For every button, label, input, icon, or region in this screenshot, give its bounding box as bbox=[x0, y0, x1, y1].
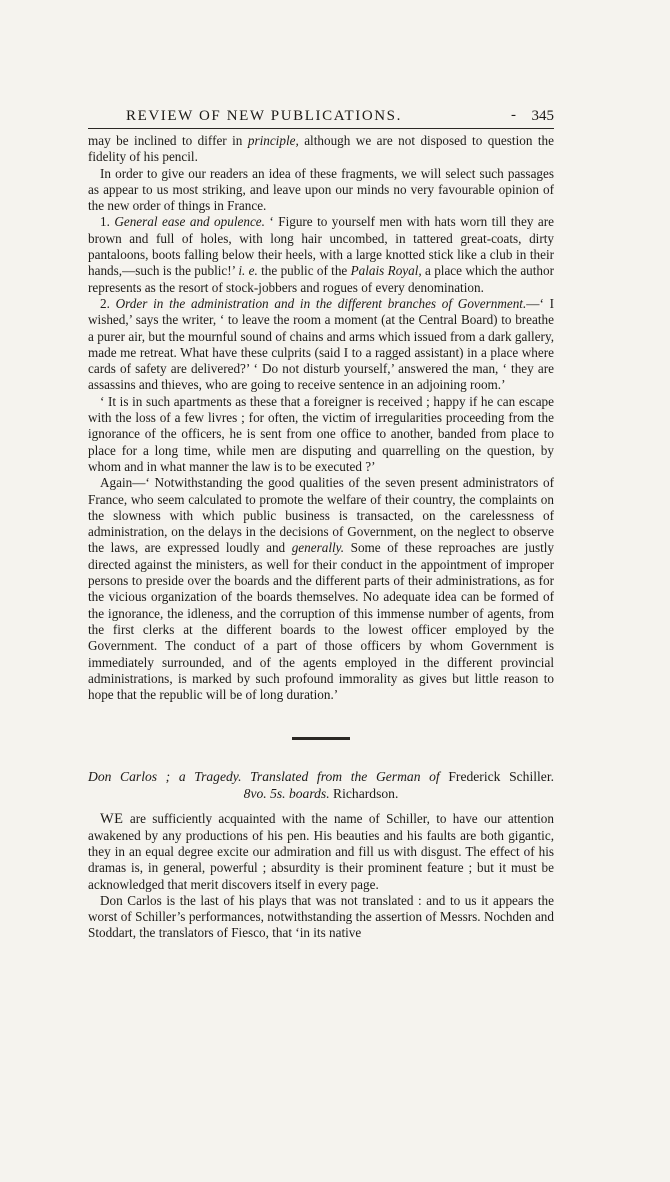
paragraph: ‘ It is in such apartments as these that a foreigner is received ; happy if he can escape with the loss of a few livres ; for often, the victim of irregularities proceeding from the ignorance of the officers, he is sent from one office to another, banded from place to place for a long time, while men are disputing and quarrelling on the question, by whom and in what manner the law is to be executed ?’ bbox=[88, 393, 554, 474]
page-header bbox=[88, 106, 554, 129]
page-number: 345 bbox=[531, 108, 554, 124]
paragraph: WE are sufficiently acquainted with the name of Schiller, to have our attention awakened by any productions of his pen. His beauties and his faults are both gigantic, they in an equal degree excite our admiration and fill us with disgust. The effect of his dramas is, in general, powerful ; absurdity is their prominent feature ; but it must be acknowledged that merit discovers itself in every page. bbox=[88, 811, 554, 892]
review-imprint-line bbox=[88, 785, 554, 802]
translation-note: Translated from the German of bbox=[250, 769, 440, 785]
paragraph: Don Carlos is the last of his plays that was not translated : and to us it appears the worst of Schiller’s performances, notwithstanding the assertion of Messrs. Nochden and Stoddart, the translators of Fiesco, that ‘in its native bbox=[88, 892, 554, 941]
paragraph: Again—‘ Notwithstanding the good qualities of the seven present administrators of France, who seem calculated to promote the welfare of their country, the complaints on the slowness with which public business is transacted, on the carelessness of administration, on the delays in the decisions of Government, on the neglect to observe the laws, are expressed loudly and generally. Some of these reproaches are justly directed against the ministers, as well for their conduct in the appointment of improper persons to preside over the boards and the different parts of their administrations, as for the vicious organization of the boards themselves. No adequate idea can be formed of the ignorance, the idleness, and the corruption of this immense number of agents, from the first clerks at the different boards to the lowest officer employed by the Government. The conduct of a part of those officers by whom Government is immediately surrounded, and of the agents employed in the different provincial administrations, is marked by such profound immorality as gives but little reason to hope that the republic will be of long duration.’ bbox=[88, 475, 554, 703]
review-title: Don Carlos ; a Tragedy. bbox=[88, 769, 242, 785]
review-title-line bbox=[88, 768, 554, 785]
review-body bbox=[88, 811, 554, 941]
header-dash: - bbox=[511, 107, 516, 123]
paragraph: may be inclined to differ in principle, although we are not disposed to question the fidelity of his pencil. bbox=[88, 133, 554, 165]
review-format: 8vo. 5s. boards. bbox=[243, 786, 330, 802]
article-continuation bbox=[88, 133, 554, 703]
review-publisher: Richardson. bbox=[333, 786, 399, 802]
review-author: Frederick Schiller. bbox=[448, 769, 555, 785]
running-title: REVIEW OF NEW PUBLICATIONS. bbox=[126, 108, 402, 124]
paragraph: 2. Order in the administration and in the different branches of Government.—‘ I wished,’ says the writer, ‘ to leave the room a moment (at the Central Board) to breathe a purer air, but the mournful sound of chains and arms which issued from a dark gallery, made me retreat. What have these culprits (said I to a ragged assistant) in a place where cards of safety are delivered?’ ‘ Do not disturb yourself,’ answered the man, ‘ they are assassins and thieves, who are going to receive sentence in an adjoining room.’ bbox=[88, 295, 554, 393]
paragraph: 1. General ease and opulence. ‘ Figure to yourself men with hats worn till they are brown and full of holes, with long hair uncombed, in tattered great-coats, dirty pantaloons, boots falling below their heels, with a large knotted stick like a club in their hands,—such is the public!’ i. e. the public of the Palais Royal, a place which the author represents as the resort of stock-jobbers and rogues of every denomination. bbox=[88, 214, 555, 295]
opening-word: WE bbox=[100, 811, 124, 828]
section-divider bbox=[292, 737, 350, 740]
paragraph: In order to give our readers an idea of these fragments, we will select such passages as appear to us most striking, and leave upon our minds no very favourable opinion of the new order of things in France. bbox=[88, 165, 554, 214]
review-heading bbox=[88, 768, 554, 802]
